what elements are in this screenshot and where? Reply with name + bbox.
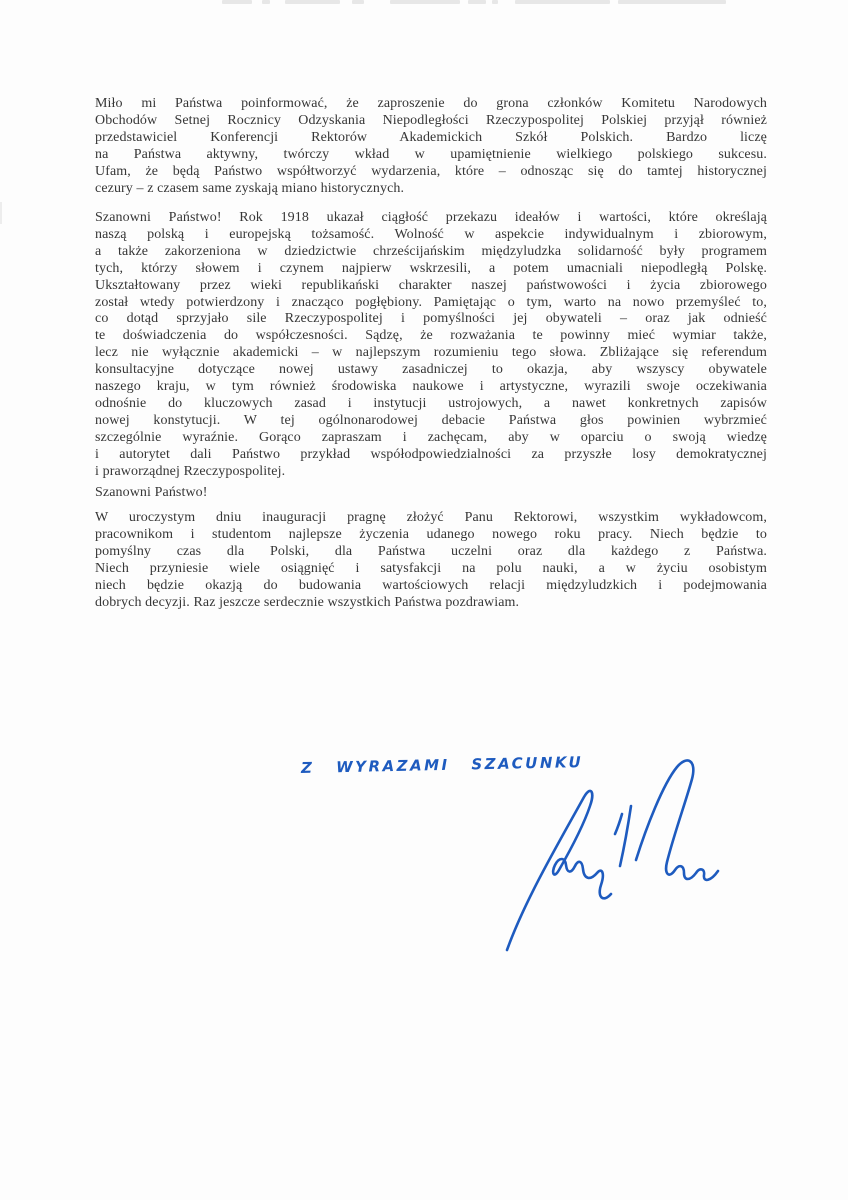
text-line: Miło mi Państwa poinformować, że zaproszenie do grona członków Komitetu Narodowych — [95, 96, 767, 111]
scan-artifact-strip — [0, 0, 848, 5]
salutation-heading — [95, 485, 767, 502]
text-line: Szanowni Państwo! Rok 1918 ukazał ciągłość przekazu ideałów i wartości, które określają — [95, 210, 767, 225]
text-line: Niech przyniesie wiele osiągnięć i satysfakcji na polu nauki, a w życiu osobistym — [95, 560, 767, 576]
text-line: szczególnie wyraźnie. Gorąco zapraszam i zachęcam, aby w oparciu o swoją wiedzę — [95, 429, 767, 445]
text-line: dobrych decyzji. Raz jeszcze serdecznie wszystkich Państwa pozdrawiam. — [95, 594, 520, 610]
text-line: konsultacyjne dotyczące nowej ustawy zasadniczej to okazja, aby wszyscy obywatele — [95, 362, 767, 378]
scan-artifact-speck — [0, 202, 2, 224]
text-line: nowej konstytucji. W tej ogólnonarodowej debacie Państwa głos powinien wybrzmieć — [95, 412, 767, 428]
text-line: na Państwa aktywny, twórczy wkład w upamiętnienie wielkiego polskiego sukcesu. — [95, 146, 767, 162]
signature-first-stroke — [507, 791, 611, 950]
text-line: W uroczystym dniu inauguracji pragnę złożyć Panu Rektorowi, wszystkim wykładowcom, — [95, 510, 767, 525]
text-line: i praworządnej Rzeczypospolitej. — [95, 463, 286, 479]
signature-i-tick — [615, 814, 622, 834]
text-line: został wtedy potwierdzony i znacząco pogłębiony. Pamiętając o tym, warto na nowo przemyśleć to, — [95, 294, 767, 310]
paragraph-2 — [95, 210, 767, 481]
text-line: przedstawiciel Konferencji Rektorów Akademickich Szkół Polskich. Bardzo liczę — [95, 129, 767, 145]
text-line: Szanowni Państwo! — [95, 485, 208, 500]
handwritten-valediction: Z WYRAZAMI SZACUNKU — [300, 753, 584, 777]
text-line: Obchodów Setnej Rocznicy Odzyskania Niepodległości Rzeczypospolitej Polskiej przyjął również — [95, 112, 767, 128]
paragraph-3 — [95, 510, 767, 611]
text-line: pomyślny czas dla Polski, dla Państwa uczelni oraz dla każdego z Państwa. — [95, 543, 767, 559]
signature-scribble — [470, 752, 740, 962]
paragraph-1 — [95, 96, 767, 197]
text-line: odnośnie do kluczowych zasad i instytucji ustrojowych, a nawet konkretnych zapisów — [95, 395, 767, 411]
text-line: tych, którzy słowem i czynem najpierw wskrzesili, a potem umacniali niepodległą Polskę. — [95, 260, 767, 276]
text-line: a także zakorzeniona w dziedzictwie chrześcijańskim międzyludzka solidarność były programem — [95, 243, 767, 259]
text-line: Ufam, że będą Państwo współtworzyć wydarzenia, które – odnosząc się do tamtej historycznej — [95, 163, 767, 179]
signature-d-loop-tail — [636, 761, 718, 880]
text-line: naszą polską i europejską tożsamość. Wolność w aspekcie indywidualnym i zbiorowym, — [95, 226, 767, 242]
text-line: i autorytet dali Państwo przykład współodpowiedzialności za przyszłe losy demokratycznej — [95, 446, 767, 462]
text-line: lecz nie wyłącznie akademicki – w najlepszym rozumieniu tego słowa. Zbliżające się referendum — [95, 345, 767, 361]
text-line: Ukształtowany przez wieki republikański charakter naszej państwowości i życia zbiorowego — [95, 277, 767, 293]
text-line: te doświadczenia do współczesności. Sądzę, że rozważania te powinny mieć wymiar także, — [95, 328, 767, 344]
text-line: niech będzie okazją do budowania wartościowych relacji międzyludzkich i podejmowania — [95, 577, 767, 593]
text-line: cezury – z czasem same zyskają miano historycznych. — [95, 180, 405, 196]
text-line: naszego kraju, w tym również środowiska naukowe i artystyczne, wyrazili swoje oczekiwania — [95, 379, 767, 395]
text-line: co dotąd sprzyjało sile Rzeczypospolitej i pomyślności jej obywateli – oraz jak odnieść — [95, 311, 767, 327]
text-line: pracownikom i studentom najlepsze życzenia udanego nowego roku pracy. Niech będzie to — [95, 526, 767, 542]
